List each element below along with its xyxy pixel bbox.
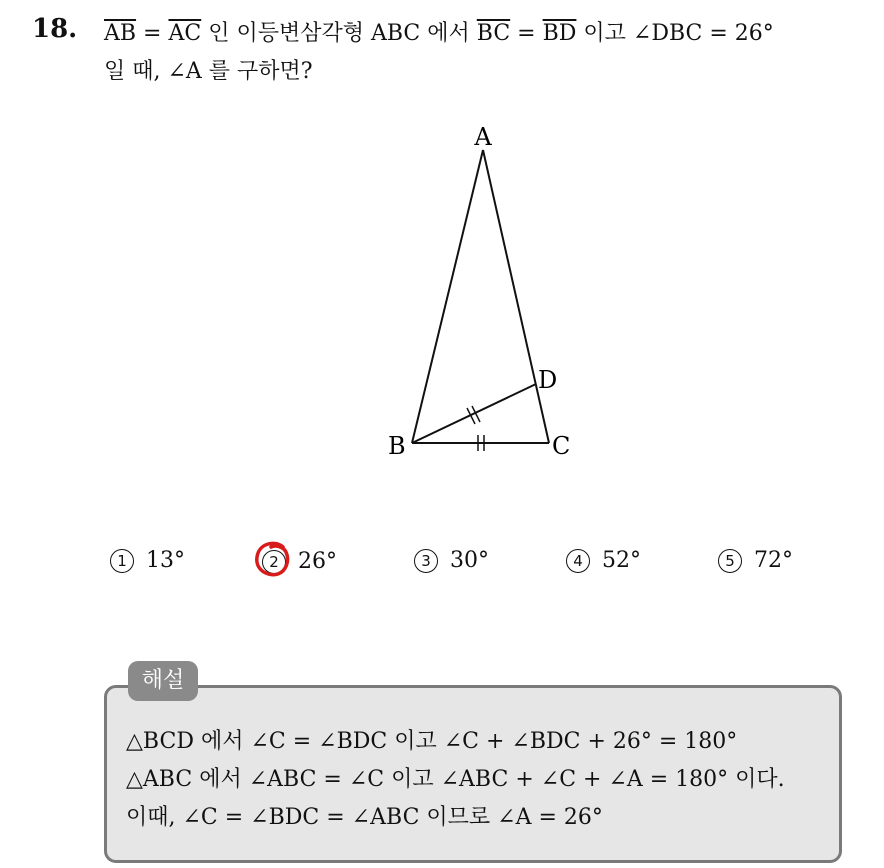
choice-value: 52° xyxy=(602,548,641,573)
segment-bd-line xyxy=(412,384,536,443)
solution-line-3: 이때, ∠C = ∠BDC = ∠ABC 이므로 ∠A = 26° xyxy=(126,805,603,830)
vertex-label-b: B xyxy=(388,432,406,460)
vertex-label-c: C xyxy=(552,432,571,460)
solution-line-1: △BCD 에서 ∠C = ∠BDC 이고 ∠C + ∠BDC + 26° = 180° xyxy=(126,729,738,754)
vertex-label-d: D xyxy=(538,366,558,394)
equals-sign: = xyxy=(136,21,169,46)
side-ac xyxy=(483,150,549,443)
vertex-label-a: A xyxy=(474,123,492,151)
segment-bc: $\overline{BC}$ xyxy=(476,21,511,46)
side-ab xyxy=(412,150,483,443)
choice-4[interactable] xyxy=(566,548,641,573)
segment-ab: $\overline{AB}$ xyxy=(104,21,137,46)
choice-3[interactable] xyxy=(414,548,489,573)
equals-sign: = xyxy=(510,21,543,46)
answer-choices xyxy=(0,548,884,588)
solution-tag: 해설 xyxy=(128,661,198,701)
question-text-line-1 xyxy=(104,16,774,47)
segment-ac: $\overline{AC}$ xyxy=(168,21,202,46)
question-text: 인 이등변삼각형 ABC 에서 xyxy=(201,21,477,46)
solution-line-2: △ABC 에서 ∠ABC = ∠C 이고 ∠ABC + ∠C + ∠A = 180° 이다. xyxy=(126,767,785,792)
segment-bd: $\overline{BD}$ xyxy=(542,21,577,46)
choice-number-circle: 3 xyxy=(414,549,438,573)
question-text: 이고 ∠DBC = 26° xyxy=(576,21,774,46)
choice-number-wrap xyxy=(262,548,286,574)
triangle-figure xyxy=(370,115,600,475)
choice-number-circle: 2 xyxy=(262,550,286,574)
choice-value: 30° xyxy=(450,548,489,573)
choice-value: 13° xyxy=(146,548,185,573)
choice-number-circle: 5 xyxy=(718,549,742,573)
choice-value: 72° xyxy=(754,548,793,573)
choice-number-circle: 4 xyxy=(566,549,590,573)
choice-5[interactable] xyxy=(718,548,793,573)
choice-1[interactable] xyxy=(110,548,185,573)
answer-mark-circle-icon xyxy=(253,539,293,579)
choice-number-circle: 1 xyxy=(110,549,134,573)
choice-value: 26° xyxy=(298,548,337,574)
choice-2[interactable] xyxy=(262,548,337,574)
question-text-line-2: 일 때, ∠A 를 구하면? xyxy=(104,59,313,84)
question-number: 18. xyxy=(32,14,78,44)
